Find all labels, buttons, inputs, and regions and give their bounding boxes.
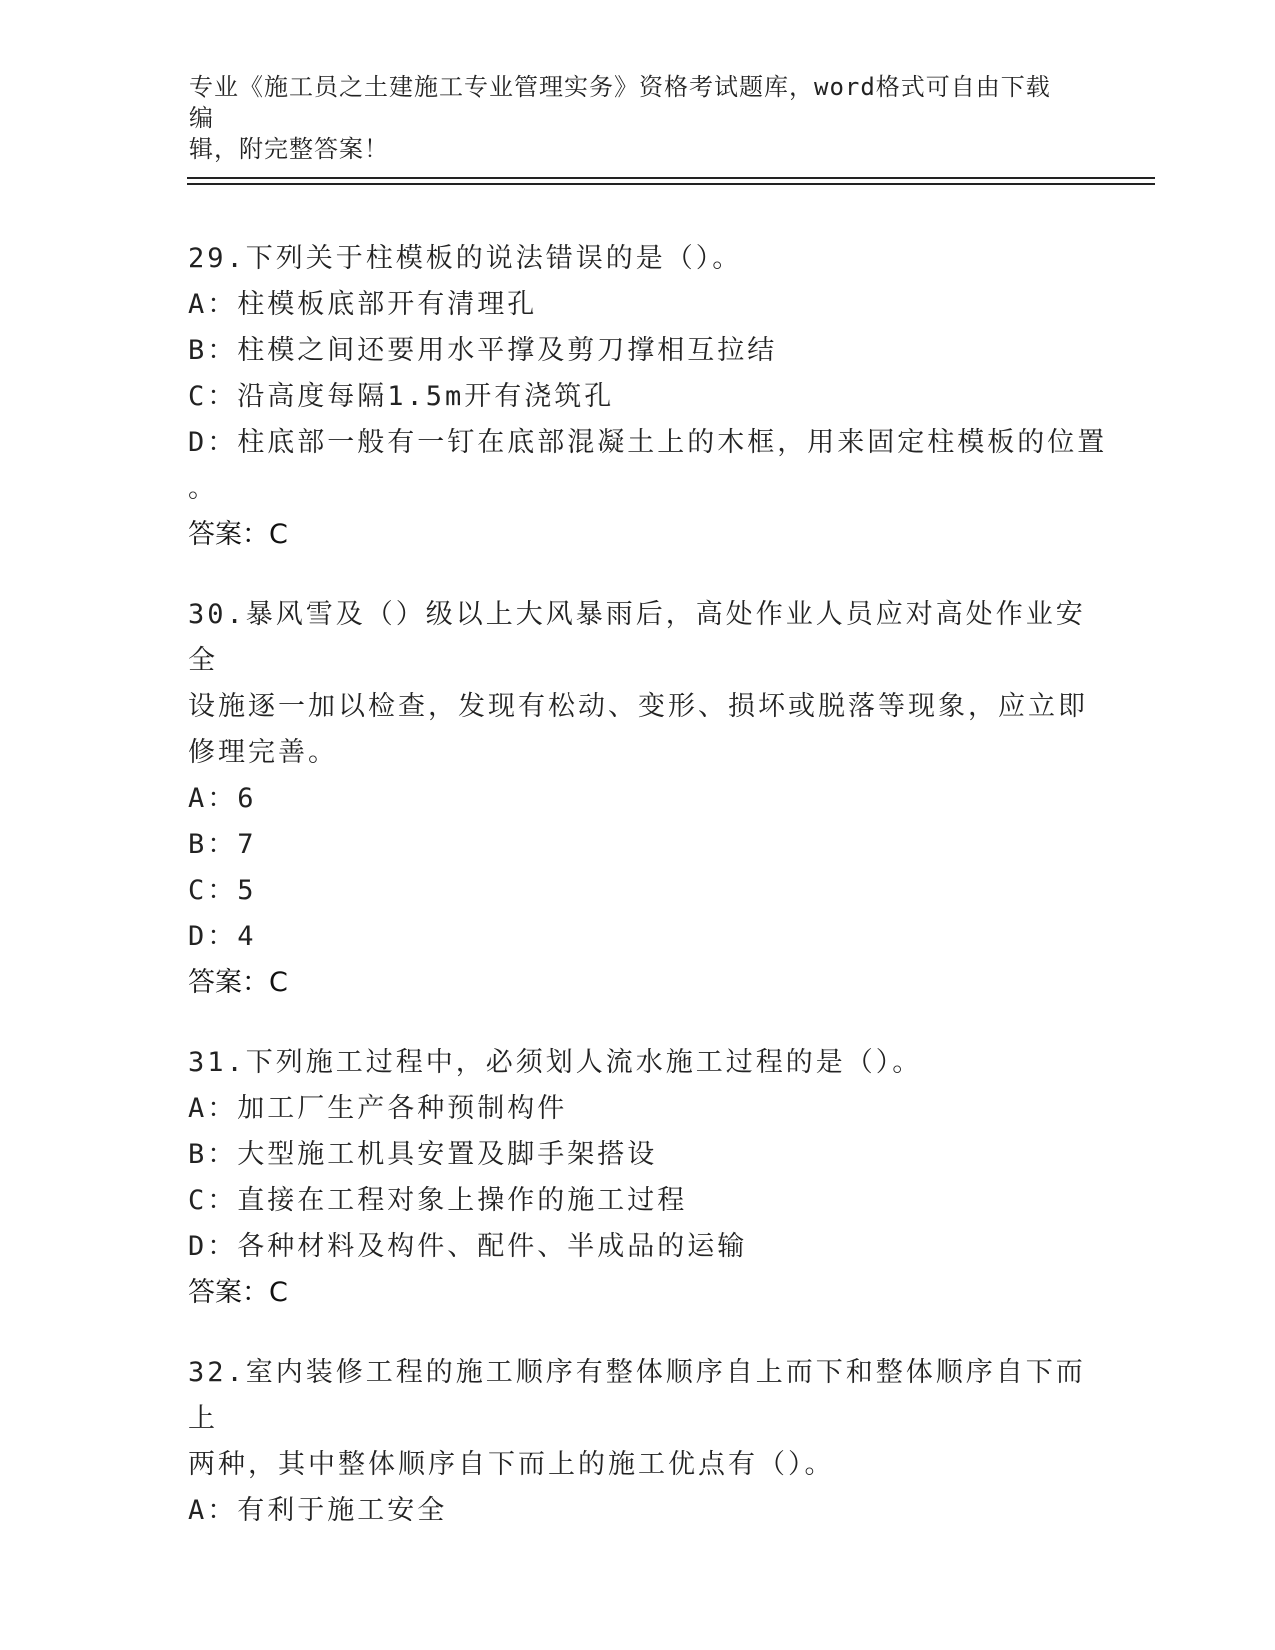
option-c: C：5 bbox=[188, 875, 257, 906]
option-a: A：柱模板底部开有清理孔 bbox=[188, 289, 538, 320]
question-31 bbox=[188, 1040, 1088, 1316]
question-30 bbox=[188, 592, 1088, 1006]
option-b: B：7 bbox=[188, 829, 257, 860]
option-a: A：有利于施工安全 bbox=[188, 1495, 448, 1526]
option-a: A：加工厂生产各种预制构件 bbox=[188, 1093, 568, 1124]
answer-line: 答案：C bbox=[188, 1277, 288, 1308]
question-list bbox=[188, 236, 1108, 1568]
option-d: D：各种材料及构件、配件、半成品的运输 bbox=[188, 1231, 748, 1262]
question-text: 两种，其中整体顺序自下而上的施工优点有（）。 bbox=[188, 1449, 835, 1480]
option-b: B：柱模之间还要用水平撑及剪刀撑相互拉结 bbox=[188, 335, 778, 366]
question-29 bbox=[188, 236, 1108, 558]
header-title-line-2: 辑，附完整答案！ bbox=[189, 135, 389, 163]
option-b: B：大型施工机具安置及脚手架搭设 bbox=[188, 1139, 658, 1170]
answer-line: 答案：C bbox=[188, 519, 288, 550]
question-text: 30.暴风雪及（）级以上大风暴雨后，高处作业人员应对高处作业安全 bbox=[188, 599, 1086, 676]
question-text: 设施逐一加以检查，发现有松动、变形、损坏或脱落等现象，应立即 bbox=[188, 691, 1088, 722]
option-d: D：4 bbox=[188, 921, 257, 952]
page-header bbox=[189, 72, 1069, 165]
question-text: 32.室内装修工程的施工顺序有整体顺序自上而下和整体顺序自下而上 bbox=[188, 1357, 1086, 1434]
header-divider-bottom bbox=[187, 183, 1155, 185]
option-c: C：直接在工程对象上操作的施工过程 bbox=[188, 1185, 688, 1216]
question-text: 修理完善。 bbox=[188, 737, 338, 768]
header-title-line-1: 专业《施工员之土建施工专业管理实务》资格考试题库，word格式可自由下载编 bbox=[189, 73, 1051, 132]
question-32 bbox=[188, 1350, 1088, 1534]
header-divider-top bbox=[187, 177, 1155, 179]
option-d-continuation: 。 bbox=[188, 473, 218, 504]
option-a: A：6 bbox=[188, 783, 257, 814]
question-text: 31.下列施工过程中，必须划人流水施工过程的是（）。 bbox=[188, 1047, 923, 1078]
option-d: D：柱底部一般有一钉在底部混凝土上的木框，用来固定柱模板的位置 bbox=[188, 427, 1108, 458]
answer-line: 答案：C bbox=[188, 967, 288, 998]
question-text: 29.下列关于柱模板的说法错误的是（）。 bbox=[188, 243, 743, 274]
option-c: C：沿高度每隔1.5m开有浇筑孔 bbox=[188, 381, 615, 412]
